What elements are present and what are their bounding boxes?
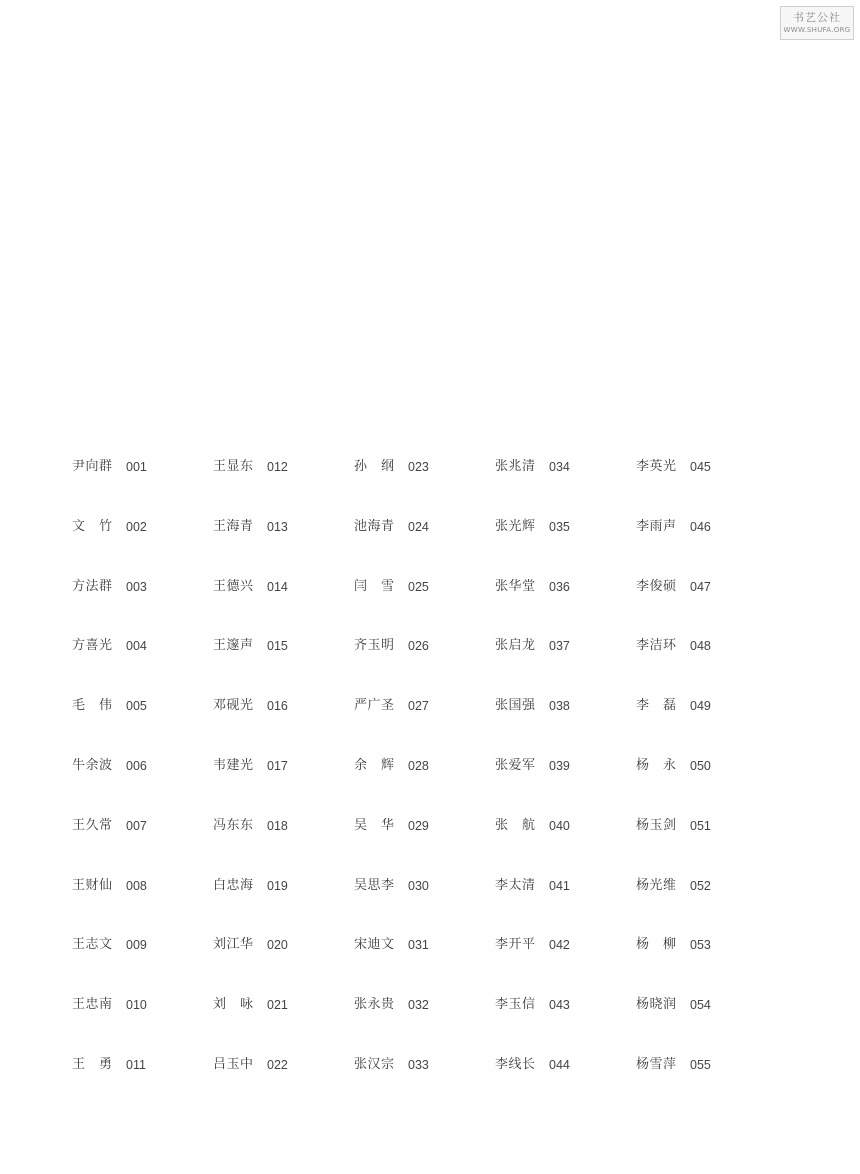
entry-name: 牛余波 <box>72 757 112 773</box>
roster-entry <box>636 1056 777 1116</box>
entry-number: 002 <box>126 519 147 534</box>
entry-number: 034 <box>549 460 570 474</box>
entry-number: 014 <box>267 579 288 594</box>
roster-entry <box>495 877 636 937</box>
entry-name: 吴华 <box>354 817 394 833</box>
roster-entry <box>354 637 495 697</box>
roster-entry <box>495 578 636 638</box>
roster-entry <box>213 637 354 697</box>
entry-name: 韦建光 <box>213 757 253 773</box>
entry-name: 余辉 <box>354 757 394 773</box>
entry-number: 001 <box>126 460 147 474</box>
entry-number: 012 <box>267 460 288 474</box>
entry-name: 王显东 <box>213 459 253 474</box>
entry-number: 030 <box>408 878 429 893</box>
roster-entry <box>636 996 777 1056</box>
roster-entry <box>354 936 495 996</box>
entry-name: 池海青 <box>354 518 394 534</box>
entry-name: 李俊硕 <box>636 578 676 594</box>
roster-entry <box>636 458 777 518</box>
roster-column-4 <box>495 458 636 1116</box>
roster-entry <box>72 518 213 578</box>
entry-name: 李太清 <box>495 877 535 893</box>
entry-name: 李洁环 <box>636 638 676 654</box>
entry-name: 王忠南 <box>72 997 112 1013</box>
entry-number: 047 <box>690 579 711 594</box>
entry-name: 邓砚光 <box>213 698 253 714</box>
entry-name: 毛伟 <box>72 698 112 714</box>
entry-number: 007 <box>126 818 147 833</box>
roster-entry <box>72 996 213 1056</box>
entry-number: 023 <box>408 460 429 474</box>
name-roster <box>72 458 792 1116</box>
entry-number: 053 <box>690 938 711 953</box>
entry-name: 张爱军 <box>495 757 535 773</box>
roster-entry <box>354 817 495 877</box>
entry-number: 035 <box>549 519 570 534</box>
entry-name: 王海青 <box>213 518 253 534</box>
roster-entry <box>636 637 777 697</box>
entry-number: 043 <box>549 998 570 1013</box>
roster-column-2 <box>213 458 354 1116</box>
entry-name: 文竹 <box>72 518 112 534</box>
entry-number: 042 <box>549 938 570 953</box>
entry-number: 050 <box>690 758 711 773</box>
roster-column-5 <box>636 458 777 1116</box>
roster-entry <box>213 817 354 877</box>
roster-entry <box>495 757 636 817</box>
roster-entry <box>72 757 213 817</box>
entry-number: 016 <box>267 699 288 714</box>
entry-number: 017 <box>267 758 288 773</box>
roster-entry <box>72 936 213 996</box>
entry-name: 杨玉剑 <box>636 817 676 833</box>
entry-name: 王勇 <box>72 1056 112 1072</box>
entry-name: 王久常 <box>72 817 112 833</box>
roster-entry <box>72 697 213 757</box>
entry-name: 严广圣 <box>354 698 394 714</box>
entry-name: 杨光维 <box>636 877 676 893</box>
entry-number: 046 <box>690 519 711 534</box>
entry-name: 孙纲 <box>354 459 394 474</box>
entry-name: 杨雪萍 <box>636 1056 676 1072</box>
entry-number: 045 <box>690 460 711 474</box>
roster-entry <box>354 877 495 937</box>
entry-number: 019 <box>267 878 288 893</box>
entry-name: 冯东东 <box>213 817 253 833</box>
roster-entry <box>72 637 213 697</box>
entry-number: 048 <box>690 639 711 654</box>
entry-number: 025 <box>408 579 429 594</box>
roster-entry <box>354 578 495 638</box>
roster-entry <box>495 817 636 877</box>
entry-number: 024 <box>408 519 429 534</box>
roster-entry <box>213 996 354 1056</box>
roster-entry <box>495 637 636 697</box>
entry-number: 028 <box>408 758 429 773</box>
entry-number: 036 <box>549 579 570 594</box>
entry-number: 051 <box>690 818 711 833</box>
entry-number: 004 <box>126 639 147 654</box>
entry-name: 闫雪 <box>354 578 394 594</box>
roster-entry <box>72 817 213 877</box>
entry-name: 刘咏 <box>213 997 253 1013</box>
entry-name: 王志文 <box>72 937 112 953</box>
entry-number: 021 <box>267 998 288 1013</box>
entry-number: 049 <box>690 699 711 714</box>
roster-entry <box>213 1056 354 1116</box>
roster-column-3 <box>354 458 495 1116</box>
entry-number: 011 <box>126 1057 146 1072</box>
entry-name: 张汉宗 <box>354 1056 394 1072</box>
roster-entry <box>495 936 636 996</box>
entry-number: 013 <box>267 519 288 534</box>
roster-entry <box>72 458 213 518</box>
roster-entry <box>213 697 354 757</box>
entry-number: 018 <box>267 818 288 833</box>
entry-number: 031 <box>408 938 429 953</box>
entry-number: 033 <box>408 1057 429 1072</box>
roster-entry <box>354 518 495 578</box>
entry-name: 尹向群 <box>72 459 112 474</box>
roster-entry <box>213 757 354 817</box>
entry-number: 032 <box>408 998 429 1013</box>
roster-entry <box>72 877 213 937</box>
watermark-title: 书艺公社 <box>793 11 841 24</box>
roster-entry <box>354 1056 495 1116</box>
entry-name: 张国强 <box>495 698 535 714</box>
entry-number: 054 <box>690 998 711 1013</box>
entry-number: 029 <box>408 818 429 833</box>
entry-name: 张启龙 <box>495 638 535 654</box>
entry-number: 006 <box>126 758 147 773</box>
roster-entry <box>495 458 636 518</box>
entry-name: 李线长 <box>495 1056 535 1072</box>
watermark-logo <box>780 6 854 40</box>
entry-name: 杨晓润 <box>636 997 676 1013</box>
entry-name: 齐玉明 <box>354 638 394 654</box>
roster-entry <box>354 757 495 817</box>
entry-number: 020 <box>267 938 288 953</box>
entry-name: 吕玉中 <box>213 1056 253 1072</box>
roster-entry <box>213 458 354 518</box>
entry-number: 055 <box>690 1057 711 1072</box>
roster-entry <box>636 817 777 877</box>
roster-entry <box>636 518 777 578</box>
roster-entry <box>495 697 636 757</box>
entry-name: 方喜光 <box>72 638 112 654</box>
entry-number: 010 <box>126 998 147 1013</box>
roster-entry <box>72 578 213 638</box>
roster-entry <box>636 757 777 817</box>
roster-entry <box>495 1056 636 1116</box>
entry-number: 008 <box>126 878 147 893</box>
roster-entry <box>72 1056 213 1116</box>
entry-name: 王德兴 <box>213 578 253 594</box>
entry-name: 张兆清 <box>495 459 535 474</box>
roster-entry <box>636 697 777 757</box>
entry-name: 杨永 <box>636 757 676 773</box>
roster-entry <box>636 578 777 638</box>
entry-number: 041 <box>549 878 570 893</box>
entry-name: 李磊 <box>636 698 676 714</box>
entry-number: 022 <box>267 1057 288 1072</box>
entry-name: 张华堂 <box>495 578 535 594</box>
entry-name: 杨柳 <box>636 937 676 953</box>
entry-name: 李雨声 <box>636 518 676 534</box>
roster-entry <box>354 458 495 518</box>
roster-entry <box>213 578 354 638</box>
roster-entry <box>354 697 495 757</box>
entry-name: 宋迪文 <box>354 937 394 953</box>
roster-entry <box>636 936 777 996</box>
entry-number: 044 <box>549 1057 570 1072</box>
entry-name: 刘江华 <box>213 937 253 953</box>
roster-entry <box>213 518 354 578</box>
entry-name: 李开平 <box>495 937 535 953</box>
entry-number: 039 <box>549 758 570 773</box>
entry-name: 李玉信 <box>495 997 535 1013</box>
roster-entry <box>354 996 495 1056</box>
entry-number: 052 <box>690 878 711 893</box>
entry-name: 吴思李 <box>354 877 394 893</box>
entry-number: 015 <box>267 639 288 654</box>
roster-entry <box>213 936 354 996</box>
roster-entry <box>213 877 354 937</box>
entry-name: 方法群 <box>72 578 112 594</box>
entry-number: 009 <box>126 938 147 953</box>
roster-column-1 <box>72 458 213 1116</box>
entry-name: 张光辉 <box>495 518 535 534</box>
roster-entry <box>495 518 636 578</box>
entry-number: 040 <box>549 818 570 833</box>
entry-number: 003 <box>126 579 147 594</box>
entry-name: 白忠海 <box>213 877 253 893</box>
entry-number: 005 <box>126 699 147 714</box>
roster-entry <box>636 877 777 937</box>
entry-number: 038 <box>549 699 570 714</box>
entry-name: 王邃声 <box>213 638 253 654</box>
entry-name: 王财仙 <box>72 877 112 893</box>
entry-number: 027 <box>408 699 429 714</box>
entry-number: 026 <box>408 639 429 654</box>
entry-name: 张航 <box>495 817 535 833</box>
roster-entry <box>495 996 636 1056</box>
entry-number: 037 <box>549 639 570 654</box>
entry-name: 张永贵 <box>354 997 394 1013</box>
entry-name: 李英光 <box>636 459 676 474</box>
watermark-url: WWW.SHUFA.ORG <box>783 26 851 34</box>
